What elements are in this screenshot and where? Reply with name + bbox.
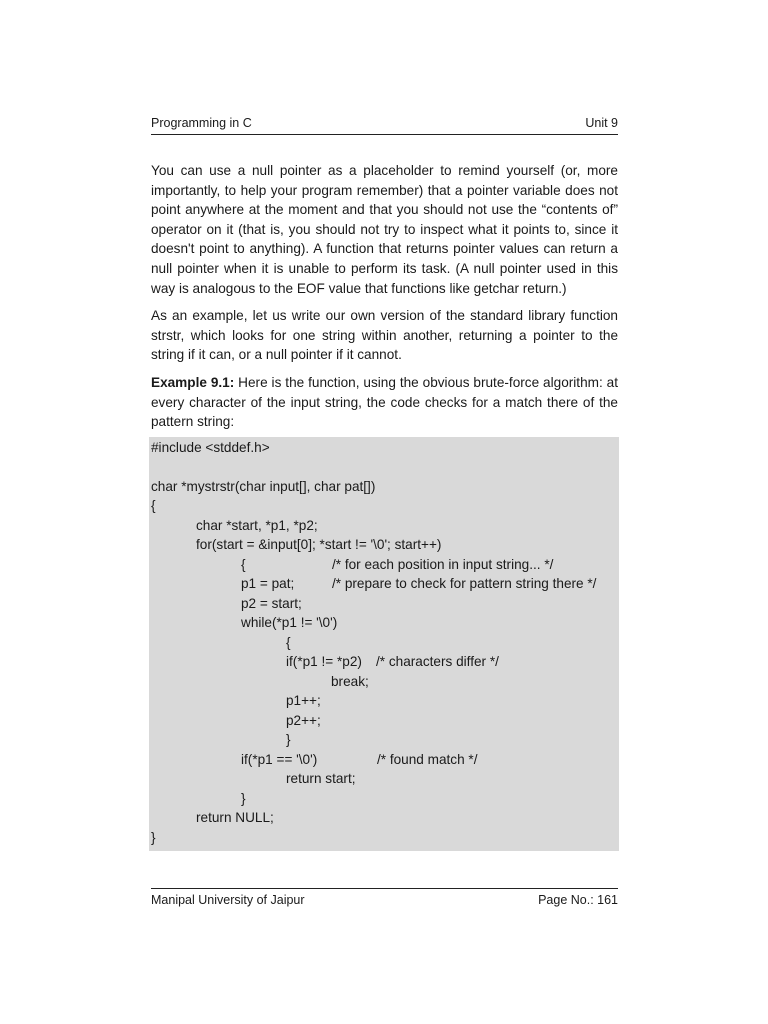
- code-block: [149, 437, 619, 851]
- header-unit: Unit 9: [585, 116, 618, 130]
- code-line: break;: [331, 674, 369, 689]
- paragraph-strstr: As an example, let us write our own version of the standard library function strstr, which looks for one string within another, returning a pointer to the string if it can, or a null pointer if it cannot.: [151, 308, 618, 363]
- code-line: return NULL;: [196, 810, 274, 825]
- header-title: Programming in C: [151, 116, 252, 130]
- example-label: Example 9.1:: [151, 374, 235, 390]
- code-comment: /* prepare to check for pattern string there */: [332, 576, 597, 591]
- code-line: for(start = &input[0]; *start != '\0'; start++): [196, 537, 442, 552]
- code-line: return start;: [286, 771, 356, 786]
- code-comment: /* characters differ */: [376, 654, 499, 669]
- code-line: }: [241, 791, 246, 806]
- code-line: char *mystrstr(char input[], char pat[]): [151, 479, 376, 494]
- body-text: [151, 161, 618, 440]
- code-line: }: [286, 732, 291, 747]
- code-line: p1 = pat;: [241, 576, 295, 591]
- code-line: char *start, *p1, *p2;: [196, 518, 318, 533]
- code-line: p1++;: [286, 693, 321, 708]
- code-line: p2 = start;: [241, 596, 302, 611]
- footer-university: Manipal University of Jaipur: [151, 893, 305, 907]
- paragraph-null-pointer: You can use a null pointer as a placeholder to remind yourself (or, more importantly, to help your program remember) that a pointer variable does not point anywhere at the moment and that you should not use the “contents of” operator on it (that is, you should not try to inspect what it points to, since it doesn't point to anything). A function that returns pointer values can return a null pointer when it is unable to perform its task. (A null pointer used in this way is analogous to the EOF value that functions like getchar return.): [151, 163, 618, 296]
- code-line: {: [286, 635, 291, 650]
- paragraph-example: [151, 373, 618, 432]
- example-text: Here is the function, using the obvious brute-force algorithm: at every character of the input string, the code checks for a match there of the pattern string:: [151, 374, 618, 430]
- code-line: p2++;: [286, 713, 321, 728]
- page-header: [151, 116, 618, 135]
- code-line: {: [241, 557, 246, 572]
- page-footer: [151, 888, 618, 907]
- code-line: {: [151, 498, 156, 513]
- code-line: while(*p1 != '\0'): [241, 615, 338, 630]
- code-line: if(*p1 != *p2): [286, 654, 362, 669]
- code-line: }: [151, 830, 156, 845]
- code-comment: /* for each position in input string... */: [332, 557, 554, 572]
- code-line: if(*p1 == '\0'): [241, 752, 318, 767]
- code-comment: /* found match */: [377, 752, 478, 767]
- footer-page-number: Page No.: 161: [538, 893, 618, 907]
- code-line: #include <stddef.h>: [151, 440, 270, 455]
